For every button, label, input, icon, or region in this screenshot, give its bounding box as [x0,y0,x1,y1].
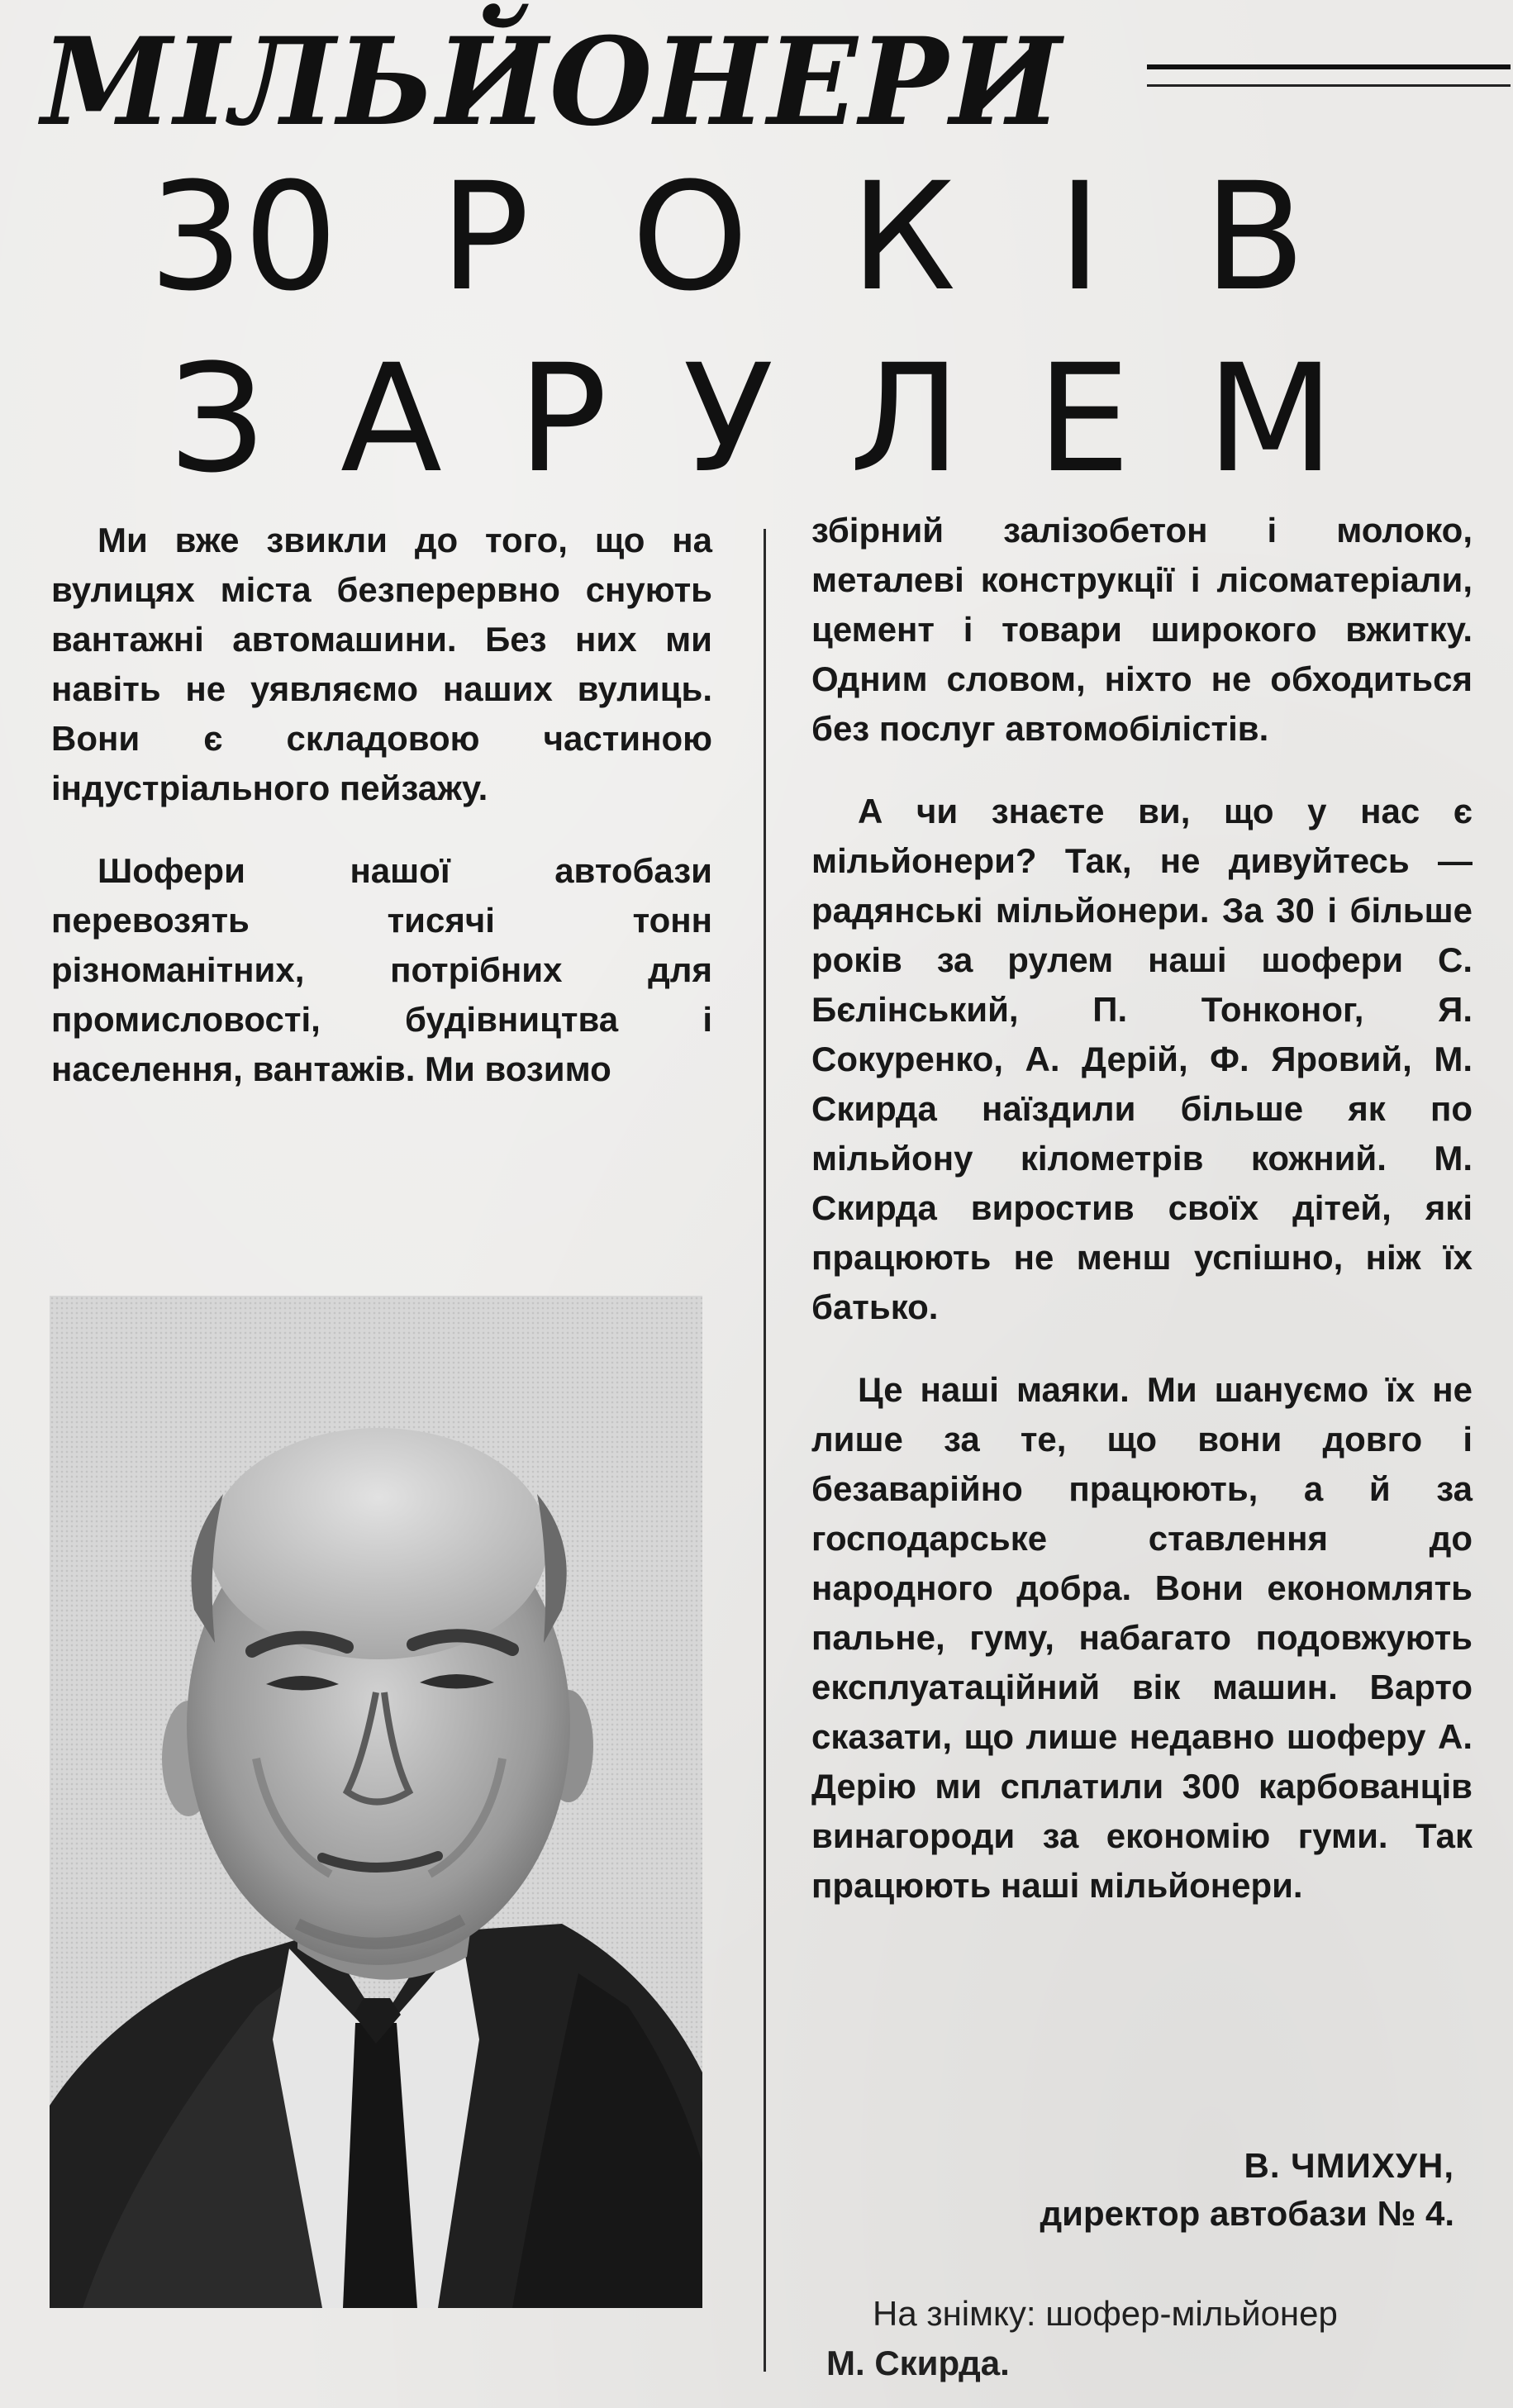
rubric-heading: МІЛЬЙОНЕРИ [41,12,1063,153]
paragraph: збірний залізобетон і молоко, металеві конструкції і лісоматеріали, цемент і товари широкого вжитку. Одним словом, ніхто не обходиться без послуг автомобілістів. [811,511,1473,748]
headline-char: К [850,151,956,324]
paragraph: Ми вже звикли до того, що на вулицях міста безперервно снують вантажні автомашини. Без них ми навіть не уявляємо наших вулиць. Вони є складовою частиною індустріального пейзажу. [51,521,712,807]
headline-line-1 [149,147,1306,329]
headline-char: 30 [149,151,339,324]
headline-char: З [169,333,265,506]
headline-char: У [683,333,774,506]
headline-char: Е [1036,333,1131,506]
headline-char: Л [849,333,962,506]
paragraph: Це наші маяки. Ми шануємо їх не лише за те, що вони довго і безаварійно працюють, а й за господарське ставлення до народного добра. Вони економлять пальне, гуму, набагато подовжують експлуатаційний вік машин. Варто сказати, що лише недавно шоферу А. Дерію ми сплатили 300 карбованців винагороди за економію гуми. Так працюють наші мільйонери. [811,1370,1473,1905]
signature-block [826,2142,1454,2238]
headline-char: А [340,333,443,506]
column-divider [764,529,766,2372]
author-title: директор автобази № 4. [1040,2194,1454,2233]
headline-char: М [1206,333,1335,506]
headline-char: Р [440,151,530,324]
headline-char: І [1058,151,1102,324]
caption-text: На знімку: шофер-мільйонер [873,2294,1338,2333]
author-name: В. ЧМИХУН, [1244,2146,1454,2185]
photo-caption [826,2289,1487,2388]
headline-char: О [631,151,749,324]
portrait-photo-icon [50,1296,702,2308]
article-column-right [811,506,1473,1944]
caption-name: М. Скирда. [826,2344,1010,2382]
paragraph: Шофери нашої автобази перевозять тисячі тонн різноманітних, потрібних для промисловості, будівництва і населення, вантажів. Ми возимо [51,851,712,1088]
headline-char: Р [517,333,608,506]
headline-char: В [1203,151,1306,324]
rubric-rule [1147,64,1511,87]
paragraph: А чи знаєте ви, що у нас є мільйонери? Так, не дивуйтесь — радянські мільйонери. За 30 і більше років за рулем наші шофери С. Бєлінський, П. Тонконог, Я. Сокуренко, А. Дерій, Ф. Яровий, М. Скирда наїздили більше як по мільйону кілометрів кожний. М. Скирда виростив своїх дітей, які працюють не менш успішно, ніж їх батько. [811,792,1473,1326]
headline-line-2 [169,329,1335,511]
article-column-left [51,516,712,1127]
